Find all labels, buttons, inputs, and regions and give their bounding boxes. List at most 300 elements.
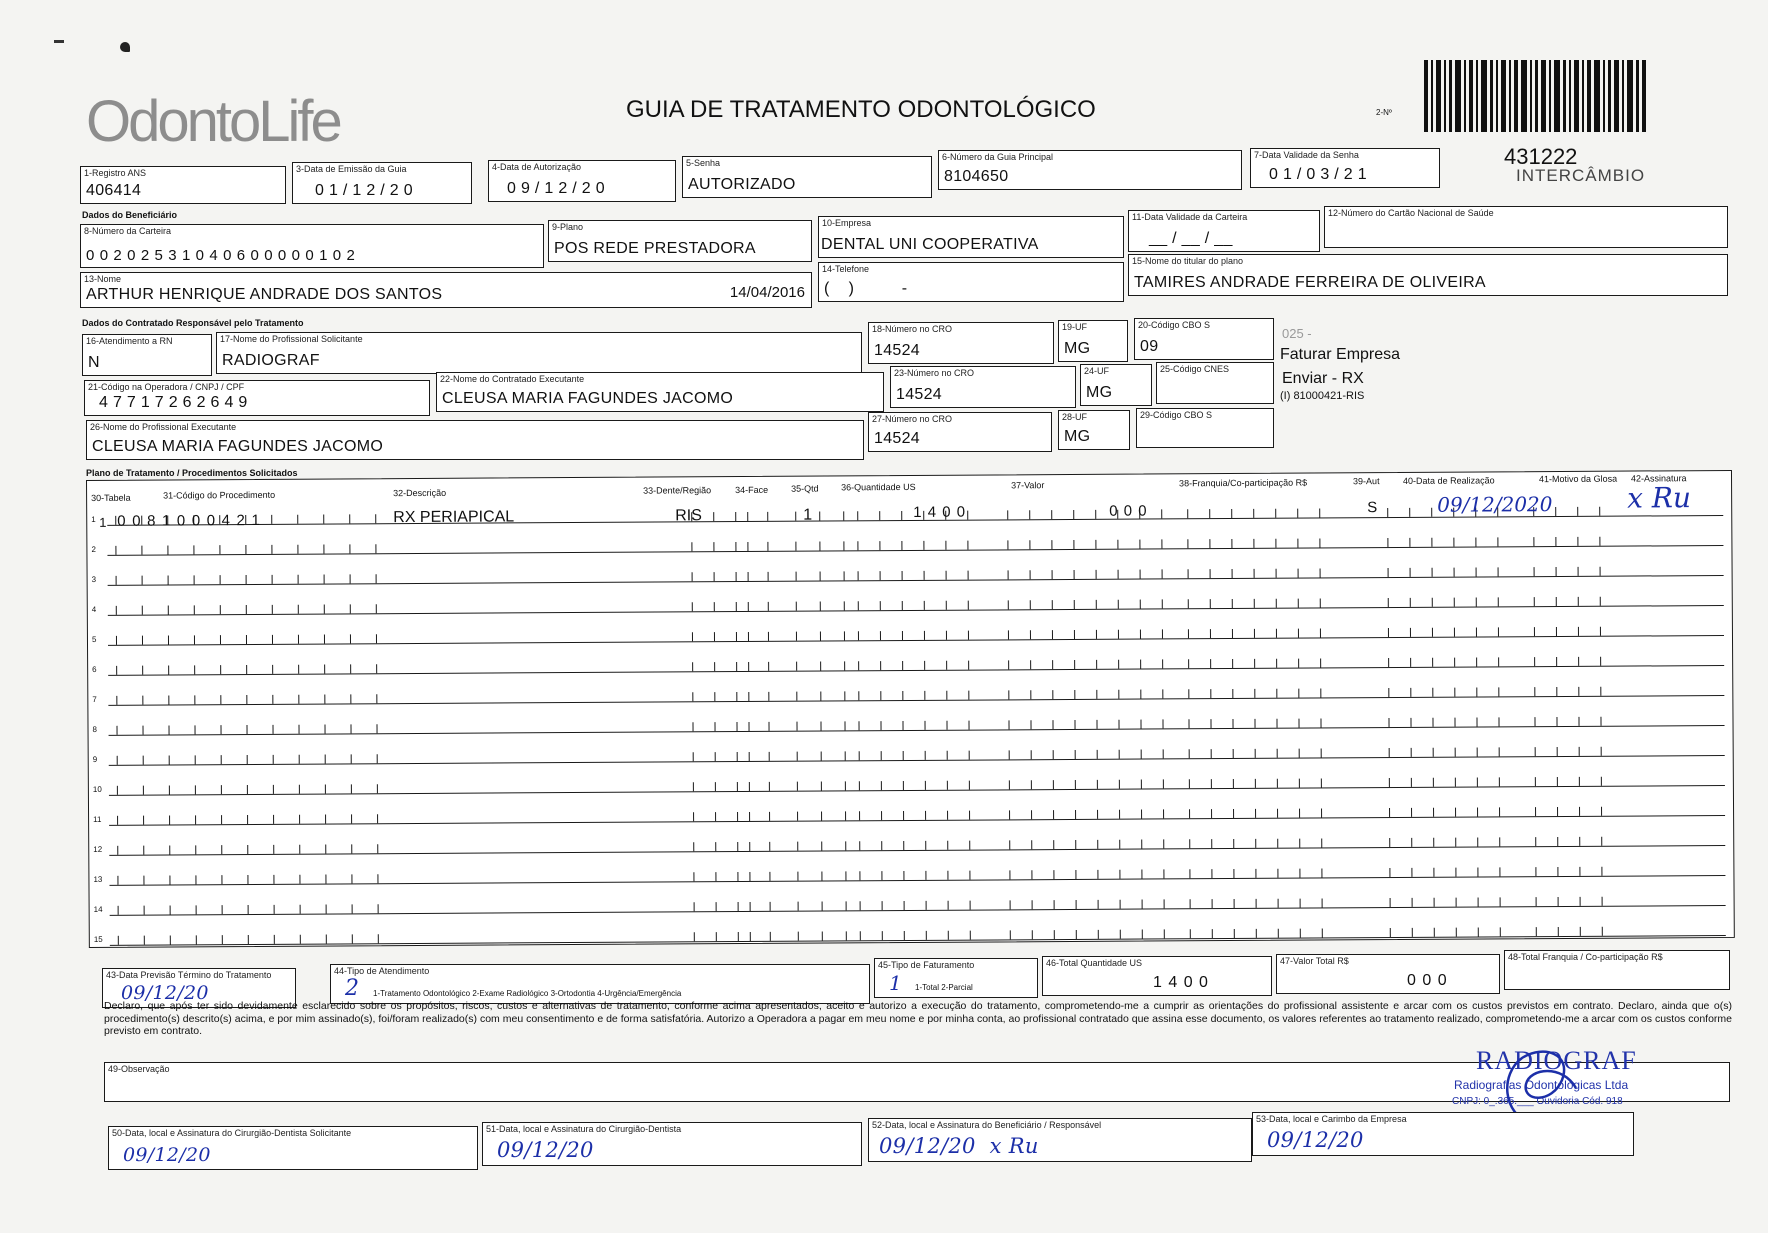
- field-plano[interactable]: 9-Plano POS REDE PRESTADORA: [548, 220, 812, 262]
- digit-tick: [820, 692, 821, 701]
- digit-tick: [948, 931, 949, 940]
- digit-tick: [375, 544, 376, 553]
- digit-tick: [844, 601, 845, 610]
- digit-tick: [1477, 778, 1478, 787]
- field-validade-senha[interactable]: 7-Data Validade da Senha 0 1 / 0 3 / 2 1: [1250, 148, 1440, 188]
- digit-tick: [882, 931, 883, 940]
- digit-tick: [141, 546, 142, 555]
- digit-tick: [821, 872, 822, 881]
- digit-tick: [1600, 567, 1601, 576]
- digit-tick: [1189, 749, 1190, 758]
- digit-tick: [299, 785, 300, 794]
- digit-tick: [1233, 779, 1234, 788]
- field-data-emissao[interactable]: 3-Data de Emissão da Guia 0 1 / 1 2 / 2 0: [292, 162, 472, 204]
- field-cro-23[interactable]: 23-Número no CRO 14524: [890, 366, 1076, 408]
- digit-tick: [1432, 628, 1433, 637]
- digit-tick: [844, 691, 845, 700]
- digit-tick: [1497, 537, 1498, 546]
- digit-tick: [118, 936, 119, 945]
- digit-tick: [1161, 509, 1162, 518]
- digit-tick: [694, 902, 695, 911]
- digit-tick: [300, 935, 301, 944]
- digit-tick: [1096, 570, 1097, 579]
- digit-tick: [796, 722, 797, 731]
- digit-tick: [246, 725, 247, 734]
- digit-tick: [116, 696, 117, 705]
- digit-tick: [1388, 658, 1389, 667]
- digit-tick: [797, 782, 798, 791]
- digit-tick: [247, 785, 248, 794]
- digit-tick: [324, 605, 325, 614]
- col-motivo-glosa: 41-Motivo da Glosa: [1538, 473, 1618, 485]
- digit-tick: [858, 601, 859, 610]
- digit-tick: [1096, 660, 1097, 669]
- digit-tick: [300, 905, 301, 914]
- digit-tick: [715, 872, 716, 881]
- digit-tick: [220, 575, 221, 584]
- digit-tick: [795, 542, 796, 551]
- digit-tick: [1409, 508, 1410, 517]
- field-cbo-29[interactable]: 29-Código CBO S: [1136, 408, 1274, 448]
- digit-tick: [1320, 628, 1321, 637]
- digit-tick: [713, 542, 714, 551]
- digit-tick: [715, 752, 716, 761]
- digit-tick: [297, 515, 298, 524]
- digit-tick: [143, 726, 144, 735]
- digit-tick: [1387, 508, 1388, 517]
- digit-tick: [1533, 537, 1534, 546]
- digit-tick: [246, 635, 247, 644]
- field-titular[interactable]: 15-Nome do titular do plano TAMIRES ANDRADE FERREIRA DE OLIVEIRA: [1128, 254, 1728, 296]
- digit-tick: [858, 691, 859, 700]
- digit-tick: [1477, 748, 1478, 757]
- field-uf-24[interactable]: 24-UF MG: [1080, 364, 1152, 406]
- digit-tick: [714, 632, 715, 641]
- digit-tick: [1477, 868, 1478, 877]
- digit-tick: [1211, 779, 1212, 788]
- row-number: 5: [91, 634, 97, 644]
- row-number: 1: [91, 514, 96, 524]
- digit-tick: [1298, 599, 1299, 608]
- digit-tick: [195, 755, 196, 764]
- row1-dente: RIS: [675, 507, 702, 525]
- digit-tick: [298, 605, 299, 614]
- digit-tick: [748, 722, 749, 731]
- digit-tick: [769, 782, 770, 791]
- digit-tick: [1254, 599, 1255, 608]
- digit-tick: [117, 756, 118, 765]
- digit-tick: [1232, 599, 1233, 608]
- digit-tick: [1075, 780, 1076, 789]
- field-cro-18[interactable]: 18-Número no CRO 14524: [868, 322, 1054, 364]
- digit-tick: [1278, 899, 1279, 908]
- tipo-faturamento-options: 1-Total 2-Parcial: [915, 983, 973, 992]
- digit-tick: [1498, 657, 1499, 666]
- digit-tick: [1075, 750, 1076, 759]
- digit-tick: [845, 871, 846, 880]
- digit-tick: [1190, 899, 1191, 908]
- digit-tick: [272, 605, 273, 614]
- digit-tick: [1233, 869, 1234, 878]
- digit-tick: [1232, 569, 1233, 578]
- digit-tick: [1162, 569, 1163, 578]
- digit-tick: [1032, 930, 1033, 939]
- digit-tick: [246, 605, 247, 614]
- digit-tick: [351, 874, 352, 883]
- digit-tick: [692, 692, 693, 701]
- field-assinatura-53[interactable]: 53-Data, local e Carimbo da Empresa 09/12/20: [1252, 1112, 1634, 1156]
- digit-tick: [299, 875, 300, 884]
- field-nome-beneficiario[interactable]: 13-Nome ARTHUR HENRIQUE ANDRADE DOS SANTOS 14/04/2016: [80, 272, 812, 308]
- digit-tick: [737, 812, 738, 821]
- digit-tick: [1433, 838, 1434, 847]
- digit-tick: [797, 812, 798, 821]
- col-franquia: 38-Franquia/Co-participação R$: [1179, 477, 1308, 489]
- digit-tick: [1297, 509, 1298, 518]
- digit-tick: [1052, 600, 1053, 609]
- digit-tick: [1555, 537, 1556, 546]
- digit-tick: [924, 691, 925, 700]
- digit-tick: [750, 902, 751, 911]
- field-data-autorizacao[interactable]: 4-Data de Autorização 0 9 / 1 2 / 2 0: [488, 160, 676, 202]
- digit-tick: [903, 811, 904, 820]
- digit-tick: [692, 602, 693, 611]
- digit-tick: [715, 812, 716, 821]
- digit-tick: [768, 632, 769, 641]
- digit-tick: [1096, 690, 1097, 699]
- digit-tick: [947, 781, 948, 790]
- digit-tick: [1119, 810, 1120, 819]
- digit-tick: [694, 932, 695, 941]
- digit-tick: [859, 781, 860, 790]
- digit-tick: [1052, 720, 1053, 729]
- digit-tick: [194, 575, 195, 584]
- digit-tick: [378, 934, 379, 943]
- digit-tick: [1054, 930, 1055, 939]
- digit-tick: [1096, 720, 1097, 729]
- digit-tick: [1030, 600, 1031, 609]
- digit-tick: [737, 872, 738, 881]
- digit-tick: [1162, 629, 1163, 638]
- digit-tick: [846, 901, 847, 910]
- digit-tick: [946, 601, 947, 610]
- digit-tick: [221, 845, 222, 854]
- birth-date: 14/04/2016: [729, 284, 805, 301]
- digit-tick: [1031, 840, 1032, 849]
- digit-tick: [1075, 840, 1076, 849]
- digit-tick: [247, 875, 248, 884]
- field-profissional-executante[interactable]: 26-Nome do Profissional Executante CLEUSA MARIA FAGUNDES JACOMO: [86, 420, 864, 460]
- digit-tick: [926, 931, 927, 940]
- digit-tick: [1187, 539, 1188, 548]
- digit-tick: [1075, 870, 1076, 879]
- digit-tick: [1189, 839, 1190, 848]
- field-uf-28[interactable]: 28-UF MG: [1058, 410, 1130, 450]
- field-numero-carteira[interactable]: 8-Número da Carteira 0 0 2 0 2 5 3 1 0 4 0 6 0 0 0 0 0 1 0 2: [80, 224, 544, 268]
- digit-tick: [1411, 868, 1412, 877]
- digit-tick: [1477, 808, 1478, 817]
- digit-tick: [1411, 748, 1412, 757]
- field-total-us[interactable]: 46-Total Quantidade US 1 4 0 0: [1042, 956, 1272, 996]
- digit-tick: [1030, 570, 1031, 579]
- field-uf-19[interactable]: 19-UF MG: [1058, 320, 1128, 362]
- digit-tick: [1455, 808, 1456, 817]
- digit-tick: [1053, 870, 1054, 879]
- digit-tick: [970, 931, 971, 940]
- digit-tick: [924, 661, 925, 670]
- field-cro-27[interactable]: 27-Número no CRO 14524: [868, 412, 1052, 452]
- digit-tick: [298, 635, 299, 644]
- field-assinatura-50[interactable]: 50-Data, local e Assinatura do Cirurgião-Dentista Solicitante 09/12/20: [108, 1126, 478, 1170]
- digit-tick: [1433, 748, 1434, 757]
- row1-us: 1 4 0 0: [913, 503, 967, 521]
- digit-tick: [1140, 630, 1141, 639]
- digit-tick: [1212, 899, 1213, 908]
- digit-tick: [736, 722, 737, 731]
- digit-tick: [1076, 900, 1077, 909]
- digit-tick: [1455, 748, 1456, 757]
- digit-tick: [1534, 657, 1535, 666]
- digit-tick: [749, 752, 750, 761]
- digit-tick: [222, 935, 223, 944]
- digit-tick: [1577, 507, 1578, 516]
- digit-tick: [1118, 600, 1119, 609]
- field-telefone[interactable]: 14-Telefone ( ) -: [818, 262, 1124, 302]
- digit-tick: [1499, 807, 1500, 816]
- row-number: 6: [92, 664, 97, 674]
- digit-tick: [1119, 870, 1120, 879]
- digit-tick: [115, 516, 116, 525]
- digit-tick: [1476, 658, 1477, 667]
- digit-tick: [1535, 747, 1536, 756]
- digit-tick: [196, 905, 197, 914]
- digit-tick: [1299, 869, 1300, 878]
- digit-tick: [1009, 780, 1010, 789]
- digit-tick: [1320, 688, 1321, 697]
- digit-tick: [1389, 868, 1390, 877]
- digit-tick: [1210, 629, 1211, 638]
- digit-tick: [844, 631, 845, 640]
- row-number: 4: [91, 604, 97, 614]
- digit-tick: [1578, 627, 1579, 636]
- digit-tick: [1074, 720, 1075, 729]
- digit-tick: [880, 571, 881, 580]
- field-assinatura-51[interactable]: 51-Data, local e Assinatura do Cirurgião-Dentista 09/12/20: [482, 1122, 862, 1166]
- digit-tick: [1275, 509, 1276, 518]
- field-validade-carteira[interactable]: 11-Data Validade da Carteira __ / __ / __: [1128, 210, 1320, 252]
- digit-tick: [194, 605, 195, 614]
- digit-tick: [1161, 539, 1162, 548]
- digit-tick: [352, 934, 353, 943]
- digit-tick: [1498, 687, 1499, 696]
- digit-tick: [796, 572, 797, 581]
- digit-tick: [1074, 690, 1075, 699]
- digit-tick: [879, 541, 880, 550]
- col-assinatura: 42-Assinatura: [1630, 473, 1687, 484]
- digit-tick: [748, 572, 749, 581]
- digit-tick: [324, 575, 325, 584]
- field-assinatura-52[interactable]: 52-Data, local e Assinatura do Beneficiário / Responsável 09/12/20 x Ru: [868, 1118, 1252, 1162]
- field-cnes-25[interactable]: 25-Código CNES: [1156, 362, 1274, 404]
- digit-tick: [1409, 538, 1410, 547]
- digit-tick: [902, 691, 903, 700]
- digit-tick: [377, 844, 378, 853]
- digit-tick: [1052, 630, 1053, 639]
- digit-tick: [845, 841, 846, 850]
- field-empresa[interactable]: 10-Empresa DENTAL UNI COOPERATIVA: [818, 216, 1124, 258]
- digit-tick: [1098, 900, 1099, 909]
- digit-tick: [1054, 900, 1055, 909]
- field-tipo-faturamento[interactable]: 45-Tipo de Faturamento 1 1-Total 2-Parcial: [874, 958, 1038, 998]
- digit-tick: [1579, 807, 1580, 816]
- digit-tick: [736, 572, 737, 581]
- digit-tick: [1556, 717, 1557, 726]
- digit-tick: [143, 786, 144, 795]
- digit-tick: [1600, 687, 1601, 696]
- digit-tick: [1432, 598, 1433, 607]
- digit-tick: [1579, 837, 1580, 846]
- digit-tick: [349, 514, 350, 523]
- digit-tick: [1578, 657, 1579, 666]
- field-observacao[interactable]: 49-Observação: [104, 1062, 1730, 1102]
- col-dente: 33-Dente/Região: [643, 485, 712, 496]
- digit-tick: [1189, 779, 1190, 788]
- digit-tick: [1276, 689, 1277, 698]
- digit-tick: [860, 931, 861, 940]
- digit-tick: [1579, 747, 1580, 756]
- digit-tick: [273, 815, 274, 824]
- field-registro-ans[interactable]: 1-Registro ANS 406414: [80, 166, 286, 204]
- digit-tick: [246, 665, 247, 674]
- digit-tick: [1601, 867, 1602, 876]
- digit-tick: [144, 906, 145, 915]
- field-tipo-atendimento[interactable]: 44-Tipo de Atendimento 2 1-Tratamento Odontológico 2-Exame Radiológico 3-Ortodontia 4-Urgência/Emergência: [330, 964, 870, 1004]
- digit-tick: [1118, 660, 1119, 669]
- digit-tick: [1434, 928, 1435, 937]
- digit-tick: [1388, 718, 1389, 727]
- col-descricao: 32-Descrição: [393, 487, 447, 499]
- digit-tick: [1298, 689, 1299, 698]
- field-profissional-solicitante[interactable]: 17-Nome do Profissional Solicitante RADIOGRAF: [216, 332, 862, 374]
- field-contratado-executante[interactable]: 22-Nome do Contratado Executante CLEUSA MARIA FAGUNDES JACOMO: [436, 372, 884, 412]
- digit-tick: [195, 725, 196, 734]
- digit-tick: [693, 872, 694, 881]
- digit-tick: [1255, 809, 1256, 818]
- digit-tick: [169, 875, 170, 884]
- digit-tick: [1162, 689, 1163, 698]
- digit-tick: [298, 575, 299, 584]
- digit-tick: [882, 901, 883, 910]
- digit-tick: [1097, 810, 1098, 819]
- digit-tick: [1053, 810, 1054, 819]
- digit-tick: [1255, 749, 1256, 758]
- digit-tick: [1602, 897, 1603, 906]
- digit-tick: [117, 876, 118, 885]
- digit-tick: [117, 726, 118, 735]
- guia-number: 431222: [1504, 144, 1578, 169]
- digit-tick: [1433, 868, 1434, 877]
- digit-tick: [1032, 900, 1033, 909]
- field-senha[interactable]: 5-Senha AUTORIZADO: [682, 156, 932, 198]
- digit-tick: [969, 841, 970, 850]
- col-aut: 39-Aut: [1353, 476, 1380, 487]
- digit-tick: [1388, 568, 1389, 577]
- digit-tick: [946, 571, 947, 580]
- digit-tick: [821, 782, 822, 791]
- digit-tick: [968, 601, 969, 610]
- digit-tick: [969, 871, 970, 880]
- digit-tick: [1534, 717, 1535, 726]
- digit-tick: [376, 634, 377, 643]
- field-franquia-total[interactable]: 48-Total Franquia / Co-participação R$: [1504, 950, 1730, 990]
- digit-tick: [1142, 930, 1143, 939]
- field-codigo-operadora[interactable]: 21-Código na Operadora / CNPJ / CPF 4 7 7 1 7 2 6 2 6 4 9: [84, 380, 430, 416]
- digit-tick: [350, 724, 351, 733]
- digit-tick: [736, 632, 737, 641]
- digit-tick: [796, 632, 797, 641]
- digit-tick: [1255, 839, 1256, 848]
- digit-tick: [1454, 598, 1455, 607]
- digit-tick: [881, 811, 882, 820]
- digit-tick: [351, 784, 352, 793]
- field-cartao-nacional[interactable]: 12-Número do Cartão Nacional de Saúde: [1324, 206, 1728, 248]
- digit-tick: [169, 815, 170, 824]
- digit-tick: [273, 785, 274, 794]
- digit-tick: [1454, 658, 1455, 667]
- digit-tick: [1278, 929, 1279, 938]
- digit-tick: [1255, 869, 1256, 878]
- digit-tick: [116, 666, 117, 675]
- digit-tick: [969, 781, 970, 790]
- digit-tick: [326, 905, 327, 914]
- digit-tick: [1298, 659, 1299, 668]
- digit-tick: [1097, 780, 1098, 789]
- digit-tick: [1098, 930, 1099, 939]
- field-valor-total[interactable]: 47-Valor Total R$ 0 0 0: [1276, 954, 1500, 994]
- digit-tick: [1277, 809, 1278, 818]
- digit-tick: [748, 602, 749, 611]
- digit-tick: [1299, 839, 1300, 848]
- digit-tick: [844, 661, 845, 670]
- digit-tick: [1051, 540, 1052, 549]
- digit-tick: [1455, 838, 1456, 847]
- digit-tick: [1557, 807, 1558, 816]
- field-atendimento-rn[interactable]: 16-Atendimento a RN N: [82, 334, 212, 376]
- digit-tick: [901, 511, 902, 520]
- digit-tick: [378, 904, 379, 913]
- digit-tick: [845, 811, 846, 820]
- digit-tick: [1053, 780, 1054, 789]
- digit-tick: [749, 812, 750, 821]
- digit-tick: [142, 576, 143, 585]
- digit-tick: [1096, 630, 1097, 639]
- digit-tick: [1189, 869, 1190, 878]
- digit-tick: [750, 932, 751, 941]
- digit-tick: [377, 814, 378, 823]
- digit-tick: [1319, 538, 1320, 547]
- row-number: 12: [93, 844, 103, 854]
- digit-tick: [1031, 750, 1032, 759]
- field-previsao-termino[interactable]: 43-Data Previsão Término do Tratamento 09/12/20: [102, 968, 296, 1008]
- digit-tick: [1535, 867, 1536, 876]
- intercambio-label: INTERCÂMBIO: [1516, 166, 1646, 185]
- digit-tick: [326, 935, 327, 944]
- field-guia-principal[interactable]: 6-Número da Guia Principal 8104650: [938, 150, 1242, 190]
- digit-tick: [1601, 777, 1602, 786]
- field-cbo-20[interactable]: 20-Código CBO S 09: [1134, 318, 1274, 360]
- digit-tick: [1411, 838, 1412, 847]
- digit-tick: [1601, 807, 1602, 816]
